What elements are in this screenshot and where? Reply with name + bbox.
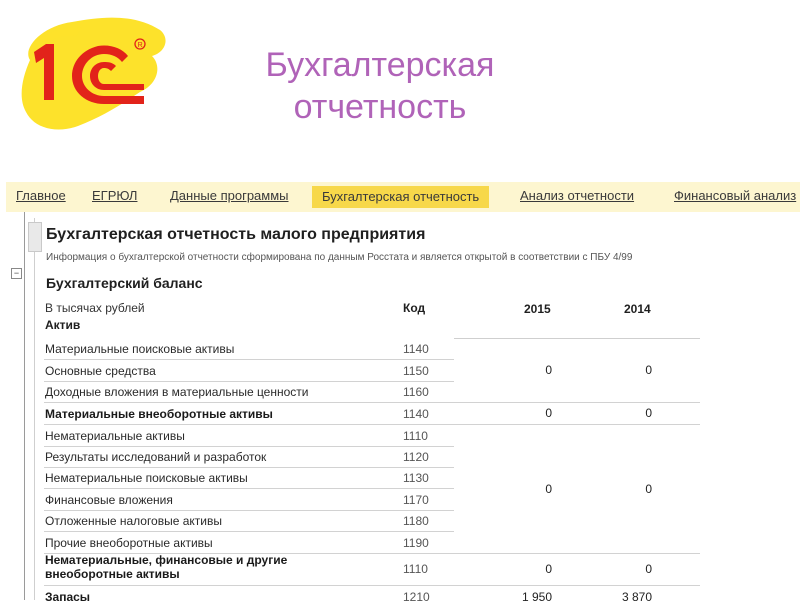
balance-title: Бухгалтерский баланс [46, 275, 203, 291]
row-label: Прочие внеоборотные активы [45, 536, 213, 550]
table-row [44, 360, 454, 382]
tab-accounting-reports[interactable]: Бухгалтерская отчетность [312, 186, 489, 208]
row-code: 1210 [403, 590, 430, 604]
row-label: Основные средства [45, 364, 156, 378]
value-cell: 1 950 [521, 590, 552, 604]
value-cell: 0 [645, 482, 652, 496]
row-code: 1140 [403, 407, 429, 421]
units-label: В тысячах рублей [45, 301, 145, 315]
table-row [44, 510, 454, 532]
row-label: Материальные поисковые активы [45, 342, 235, 356]
collapse-toggle-icon[interactable]: − [11, 268, 22, 279]
table-row [44, 338, 454, 360]
inner-divider [34, 218, 35, 600]
row-label: Запасы [45, 590, 91, 604]
tab-bar [6, 182, 800, 213]
row-code: 1110 [403, 562, 428, 576]
report-panel [6, 212, 800, 604]
row-label: Нематериальные активы [45, 429, 185, 443]
row-code: 1120 [403, 450, 429, 464]
row-label: Результаты исследований и разработок [45, 450, 267, 464]
report-title: Бухгалтерская отчетность малого предприятия [46, 226, 426, 243]
year-2014-header: 2014 [624, 302, 651, 316]
value-cell: 0 [545, 406, 552, 420]
row-label-line-1: Нематериальные, финансовые и другие [45, 553, 288, 567]
tab-egrul[interactable]: ЕГРЮЛ [92, 188, 138, 203]
report-info: Информация о бухгалтерской отчетности сформирована по данным Росстата и является открытой в соответствии с ПБУ 4/99 [46, 252, 633, 263]
svg-text:R: R [137, 42, 143, 49]
row-code: 1110 [403, 429, 428, 443]
row-label: Нематериальные поисковые активы [45, 471, 248, 485]
table-row [44, 381, 700, 403]
value-cell: 0 [545, 482, 552, 496]
row-code: 1130 [403, 471, 429, 485]
values-top-rule [454, 338, 700, 339]
table-row [44, 425, 454, 447]
table-row [44, 532, 700, 554]
row-label [45, 553, 287, 581]
value-cell: 0 [545, 363, 552, 377]
row-code: 1150 [403, 364, 429, 378]
table-row [44, 467, 454, 489]
row-code: 1160 [403, 385, 429, 399]
tab-financial-analysis[interactable]: Финансовый анализ [674, 188, 797, 203]
year-2015-header: 2015 [524, 302, 551, 316]
value-cell: 0 [645, 562, 652, 576]
slide-title-line-2: отчетность [293, 88, 467, 126]
tab-main[interactable]: Главное [16, 188, 66, 203]
value-cell: 3 870 [621, 590, 652, 604]
code-column-header: Код [403, 301, 426, 315]
table-row [44, 489, 454, 511]
row-label: Отложенные налоговые активы [45, 514, 222, 528]
row-code: 1180 [403, 514, 429, 528]
value-cell: 0 [545, 562, 552, 576]
row-code: 1140 [403, 342, 429, 356]
slide-header [0, 0, 800, 180]
tab-report-analysis[interactable]: Анализ отчетности [520, 188, 635, 203]
tab-program-data[interactable]: Данные программы [170, 188, 289, 203]
row-label: Доходные вложения в материальные ценности [45, 385, 309, 399]
row-label: Финансовые вложения [45, 493, 173, 507]
row-label: Материальные внеоборотные активы [45, 407, 273, 421]
section-marker [28, 222, 42, 252]
assets-heading: Актив [45, 318, 81, 332]
left-divider [24, 212, 25, 600]
row-label-line-2: внеоборотные активы [45, 567, 180, 581]
value-cell: 0 [645, 363, 652, 377]
row-code: 1190 [403, 536, 429, 550]
slide-title-line-1: Бухгалтерская [265, 46, 495, 84]
table-row [44, 446, 454, 468]
1c-logo [12, 8, 172, 138]
value-cell: 0 [645, 406, 652, 420]
slide-title [200, 44, 560, 128]
row-code: 1170 [403, 493, 429, 507]
